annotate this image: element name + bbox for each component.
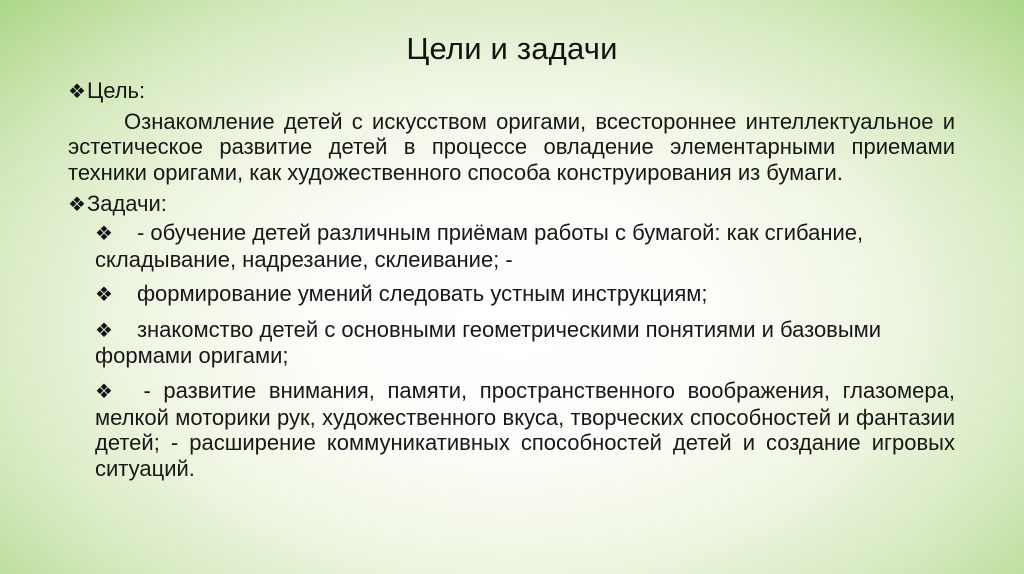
diamond-bullet-icon: ❖: [95, 378, 120, 403]
diamond-bullet-icon: ❖: [95, 220, 113, 245]
task-item: [95, 281, 955, 308]
diamond-bullet-icon: ❖: [68, 79, 86, 103]
goal-heading-label: Цель:: [86, 78, 146, 103]
task-text: - обучение детей различным приёмам работы с бумагой: как сгибание, складывание, надрезание, склеивание; -: [95, 219, 864, 272]
tasks-heading: [68, 191, 955, 218]
task-text: - развитие внимания, памяти, пространственного воображения, глазомера, мелкой моторики рук, художественного вкуса, творческих способностей и фантазии детей; - расширение коммуникативных способностей детей и создание игровых ситуаций.: [95, 377, 955, 481]
task-item: [95, 378, 955, 481]
slide-body: [0, 68, 1024, 481]
task-text: знакомство детей с основными геометрическими понятиями и базовыми формами оригами;: [95, 316, 882, 369]
diamond-bullet-icon: ❖: [68, 192, 86, 217]
tasks-heading-label: Задачи:: [86, 191, 167, 217]
task-item: [95, 220, 955, 272]
diamond-bullet-icon: ❖: [95, 282, 113, 307]
diamond-bullet-icon: ❖: [95, 317, 113, 342]
goal-heading: [68, 78, 955, 105]
slide-title: Цели и задачи: [406, 31, 618, 66]
task-text: формирование умений следовать устным инструкциям;: [136, 281, 708, 307]
goal-paragraph: Ознакомление детей с искусством оригами, всестороннее интеллектуальное и эстетическое развитие детей в процессе овладение элементарными приемами техники оригами, как художественного способа конструирования из бумаги.: [68, 108, 955, 185]
task-item: [95, 317, 955, 369]
